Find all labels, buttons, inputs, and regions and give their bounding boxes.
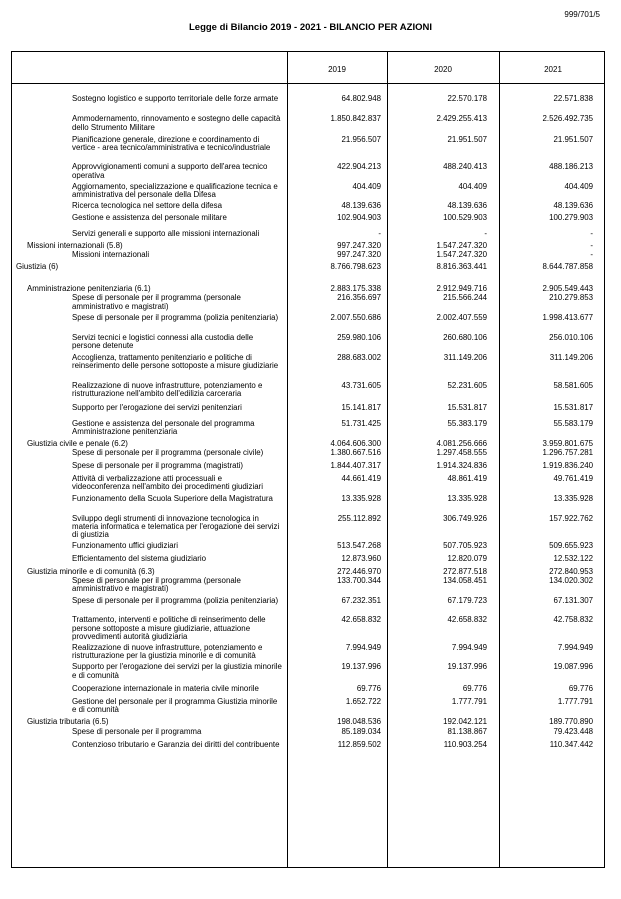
row-value-2019: 112.859.502 <box>337 739 381 749</box>
table-row <box>11 314 603 331</box>
table-row <box>11 728 603 737</box>
row-value-2021: 3.959.801.675 <box>542 439 593 449</box>
row-value-2021: 157.922.762 <box>549 513 593 523</box>
row-value-2019: 198.048.536 <box>337 717 381 727</box>
row-value-2020: 1.297.458.555 <box>436 448 487 458</box>
row-value-2020: - <box>484 228 487 238</box>
row-value-2019: 997.247.320 <box>337 249 381 259</box>
year-header-2020: 2020 <box>434 65 452 74</box>
row-value-2020: 69.776 <box>462 683 487 693</box>
table-row <box>11 597 603 614</box>
table-row <box>11 382 603 399</box>
table-row <box>11 334 603 351</box>
row-value-2021: 19.087.996 <box>553 662 593 672</box>
row-value-2021: 256.010.106 <box>549 333 593 343</box>
row-label: Realizzazione di nuove infrastrutture, potenziamento e ristrutturazione per la giustizia minorile e di comunità <box>72 643 263 661</box>
row-value-2021: - <box>590 240 593 250</box>
row-value-2019: 4.064.606.300 <box>330 439 381 449</box>
table-row <box>11 263 603 272</box>
row-value-2019: - <box>378 228 381 238</box>
row-value-2020: 215.566.244 <box>443 293 487 303</box>
row-value-2019: 2.007.550.686 <box>330 312 381 322</box>
row-value-2020: 4.081.256.666 <box>436 439 487 449</box>
row-value-2021: 1.777.791 <box>557 697 593 707</box>
row-value-2019: 422.904.213 <box>337 162 381 172</box>
row-value-2019: 42.658.832 <box>341 615 381 625</box>
table-row <box>11 354 603 380</box>
row-label: Servizi tecnici e logistici connessi alla custodia delle persone detenute <box>72 333 254 351</box>
row-value-2020: 2.002.407.559 <box>436 312 487 322</box>
row-value-2021: 15.531.817 <box>553 402 593 412</box>
row-value-2019: 43.731.605 <box>341 381 381 391</box>
row-value-2021: 100.279.903 <box>549 213 593 223</box>
row-label: Spese di personale per il programma (magistrati) <box>72 460 244 470</box>
table-row <box>11 202 603 211</box>
table-row <box>11 555 603 564</box>
row-value-2021: - <box>590 249 593 259</box>
row-value-2020: 22.570.178 <box>447 94 487 103</box>
row-value-2021: 311.149.206 <box>549 352 593 362</box>
row-value-2020: 19.137.996 <box>447 662 487 672</box>
row-value-2019: 51.731.425 <box>341 418 381 428</box>
table-row <box>11 449 603 458</box>
row-value-2020: 15.531.817 <box>447 402 487 412</box>
row-value-2020: 67.179.723 <box>447 596 487 606</box>
row-label: Giustizia tributaria (6.5) <box>27 717 109 727</box>
row-label: Ricerca tecnologica nel settore della difesa <box>72 201 223 211</box>
table-row <box>11 475 603 492</box>
table-row <box>11 230 603 239</box>
row-label: Servizi generali e supporto alle missioni internazionali <box>72 228 260 238</box>
row-value-2021: 12.532.122 <box>553 554 593 564</box>
table-row <box>11 741 603 758</box>
row-value-2020: 1.547.247.320 <box>436 240 487 250</box>
row-label: Spese di personale per il programma (personale civile) <box>72 448 264 458</box>
table-row <box>11 163 603 180</box>
row-label: Ammodernamento, rinnovamento e sostegno delle capacità dello Strumento Militare <box>72 114 281 132</box>
row-value-2019: 272.446.970 <box>337 566 381 576</box>
row-value-2021: 189.770.890 <box>549 717 593 727</box>
row-value-2020: 260.680.106 <box>443 333 487 343</box>
row-value-2019: 133.700.344 <box>337 575 381 585</box>
row-label: Gestione e assistenza del personale del programma Amministrazione penitenziaria <box>72 418 255 437</box>
row-value-2020: 21.951.507 <box>447 134 487 144</box>
row-value-2021: 22.571.838 <box>553 94 593 103</box>
table-row <box>11 663 603 680</box>
table-row <box>11 214 603 223</box>
row-value-2021: 8.644.787.858 <box>542 262 593 272</box>
year-header-2019: 2019 <box>328 65 346 74</box>
row-value-2019: 67.232.351 <box>341 596 381 606</box>
row-value-2020: 404.409 <box>458 181 487 191</box>
row-label: Spese di personale per il programma (polizia penitenziaria) <box>72 312 279 322</box>
row-value-2021: 488.186.213 <box>549 162 593 172</box>
row-value-2020: 48.139.636 <box>447 201 487 211</box>
row-value-2019: 1.652.722 <box>345 697 381 707</box>
row-value-2021: 55.583.179 <box>553 418 593 428</box>
row-value-2021: 134.020.302 <box>549 575 593 585</box>
year-header-2021: 2021 <box>544 65 562 74</box>
row-value-2019: 2.883.175.338 <box>330 284 381 294</box>
row-value-2020: 52.231.605 <box>447 381 487 391</box>
table-row <box>11 95 603 112</box>
row-label: Accoglienza, trattamento penitenziario e politiche di reinserimento delle persone sottoposte a misure giudiziarie <box>72 352 279 370</box>
table-row <box>11 183 603 200</box>
row-value-2020: 7.994.949 <box>451 643 487 653</box>
row-value-2020: 311.149.206 <box>443 352 487 362</box>
row-value-2019: 997.247.320 <box>337 240 381 250</box>
row-value-2020: 81.138.867 <box>447 726 487 736</box>
row-label: Contenzioso tributario e Garanzia dei diritti del contribuente <box>72 739 280 749</box>
table-row <box>11 577 603 594</box>
row-value-2020: 134.058.451 <box>443 575 487 585</box>
row-label: Missioni internazionali <box>72 249 150 259</box>
row-value-2020: 8.816.363.441 <box>436 262 487 272</box>
row-label: Gestione del personale per il programma Giustizia minorile e di comunità <box>72 697 278 715</box>
row-label: Spese di personale per il programma (personale amministrativo e magistrati) <box>72 293 241 311</box>
row-value-2020: 1.777.791 <box>451 697 487 707</box>
row-value-2021: 13.335.928 <box>553 494 593 504</box>
row-value-2019: 259.980.106 <box>337 333 381 343</box>
table-row <box>11 644 603 661</box>
row-value-2021: 49.761.419 <box>553 473 593 483</box>
table-row <box>11 420 603 437</box>
row-label: Missioni internazionali (5.8) <box>27 240 123 250</box>
table-row <box>11 685 603 694</box>
page-title: Legge di Bilancio 2019 - 2021 - BILANCIO PER AZIONI <box>188 22 432 33</box>
row-label: Trattamento, interventi e politiche di reinserimento delle persone sottoposte a misure giudiziarie, attuazione provvedimenti autorità giudiziaria <box>72 615 266 641</box>
table-row <box>11 495 603 512</box>
row-value-2021: 21.951.507 <box>553 134 593 144</box>
table-row <box>11 515 603 541</box>
row-label: Sviluppo degli strumenti di innovazione tecnologica in materia informatica e telematica per l'erogazione dei servizi di giustizia <box>72 513 280 539</box>
row-label: Cooperazione internazionale in materia civile minorile <box>72 683 259 693</box>
table-row <box>11 698 603 715</box>
row-value-2019: 102.904.903 <box>337 213 381 223</box>
row-value-2021: 2.526.492.735 <box>542 114 593 124</box>
row-label: Aggiornamento, specializzazione e qualificazione tecnica e amministrativa del personale della Difesa <box>72 181 278 199</box>
row-value-2020: 13.335.928 <box>447 494 487 504</box>
row-value-2019: 1.844.407.317 <box>330 460 381 470</box>
row-value-2020: 110.903.254 <box>443 739 487 749</box>
row-value-2020: 12.820.079 <box>447 554 487 564</box>
table-row <box>11 462 603 471</box>
row-label: Supporto per l'erogazione dei servizi penitenziari <box>72 402 242 412</box>
table-row <box>11 294 603 311</box>
row-label: Efficientamento del sistema giudiziario <box>72 554 207 564</box>
row-value-2021: - <box>590 228 593 238</box>
row-value-2020: 55.383.179 <box>447 418 487 428</box>
row-value-2019: 12.873.960 <box>341 554 381 564</box>
row-value-2021: 110.347.442 <box>549 739 593 749</box>
row-value-2020: 48.861.419 <box>447 473 487 483</box>
row-label: Spese di personale per il programma (personale amministrativo e magistrati) <box>72 575 241 593</box>
row-value-2020: 1.547.247.320 <box>436 249 487 259</box>
row-value-2020: 306.749.926 <box>443 513 487 523</box>
row-value-2021: 67.131.307 <box>553 596 593 606</box>
row-label: Amministrazione penitenziaria (6.1) <box>27 284 151 294</box>
row-value-2020: 507.705.923 <box>443 541 487 551</box>
row-label: Approvvigionamenti comuni a supporto dell'area tecnico operativa <box>72 162 268 180</box>
row-value-2019: 288.683.002 <box>337 352 381 362</box>
row-label: Gestione e assistenza del personale militare <box>72 213 227 223</box>
row-label: Giustizia civile e penale (6.2) <box>27 439 128 449</box>
row-value-2021: 1.296.757.281 <box>542 448 593 458</box>
table-row <box>11 251 603 260</box>
row-value-2021: 69.776 <box>568 683 593 693</box>
row-value-2019: 44.661.419 <box>341 473 381 483</box>
row-value-2019: 255.112.892 <box>337 513 381 523</box>
row-value-2019: 216.356.697 <box>337 293 381 303</box>
table-row <box>11 115 603 132</box>
row-label: Giustizia minorile e di comunità (6.3) <box>27 566 155 576</box>
row-value-2021: 509.655.923 <box>549 541 593 551</box>
row-value-2021: 1.998.413.677 <box>542 312 593 322</box>
row-value-2019: 15.141.817 <box>341 402 381 412</box>
row-value-2019: 69.776 <box>356 683 381 693</box>
row-value-2019: 48.139.636 <box>341 201 381 211</box>
row-label: Realizzazione di nuove infrastrutture, potenziamento e ristrutturazione nell'ambito dell'edilizia carceraria <box>72 381 263 399</box>
row-value-2019: 7.994.949 <box>345 643 381 653</box>
row-value-2020: 488.240.413 <box>443 162 487 172</box>
table-row <box>11 404 603 413</box>
header-divider <box>12 83 604 84</box>
row-value-2019: 8.766.798.623 <box>330 262 381 272</box>
row-label: Supporto per l'erogazione dei servizi per la giustizia minorile e di comunità <box>72 662 282 680</box>
row-value-2019: 1.380.667.516 <box>330 448 381 458</box>
row-label: Pianificazione generale, direzione e coordinamento di vertice - area tecnico/amministrativa e tecnico/industriale <box>72 134 271 152</box>
document-code: 999/701/5 <box>564 10 600 19</box>
row-label: Attività di verbalizzazione atti processuali e videoconferenza nell'ambito dei procedimenti giudiziari <box>72 473 263 491</box>
row-label: Spese di personale per il programma <box>72 726 202 736</box>
row-value-2021: 210.279.853 <box>549 293 593 303</box>
row-value-2019: 19.137.996 <box>341 662 381 672</box>
row-value-2019: 1.850.842.837 <box>330 114 381 124</box>
row-value-2019: 64.802.948 <box>341 94 381 103</box>
row-value-2020: 100.529.903 <box>443 213 487 223</box>
row-value-2021: 2.905.549.443 <box>542 284 593 294</box>
row-value-2020: 192.042.121 <box>443 717 487 727</box>
row-value-2021: 42.758.832 <box>553 615 593 625</box>
row-value-2019: 404.409 <box>352 181 381 191</box>
row-value-2019: 85.189.034 <box>341 726 381 736</box>
row-value-2021: 48.139.636 <box>553 201 593 211</box>
row-label: Sostegno logistico e supporto territoriale delle forze armate <box>72 94 279 103</box>
row-value-2019: 21.956.507 <box>341 134 381 144</box>
row-value-2021: 272.840.953 <box>549 566 593 576</box>
row-value-2020: 1.914.324.836 <box>436 460 487 470</box>
row-value-2019: 13.335.928 <box>341 494 381 504</box>
table-row <box>11 616 603 642</box>
row-value-2020: 272.877.518 <box>443 566 487 576</box>
row-value-2021: 79.423.448 <box>553 726 593 736</box>
row-label: Funzionamento della Scuola Superiore della Magistratura <box>72 494 273 504</box>
row-value-2021: 404.409 <box>564 181 593 191</box>
row-value-2020: 42.658.832 <box>447 615 487 625</box>
row-label: Spese di personale per il programma (polizia penitenziaria) <box>72 596 279 606</box>
row-value-2019: 513.547.268 <box>337 541 381 551</box>
row-value-2021: 58.581.605 <box>553 381 593 391</box>
row-label: Giustizia (6) <box>16 262 59 272</box>
row-value-2020: 2.429.255.413 <box>436 114 487 124</box>
row-label: Funzionamento uffici giudiziari <box>72 541 178 551</box>
budget-rows <box>11 95 603 758</box>
row-value-2021: 1.919.836.240 <box>542 460 593 470</box>
table-row <box>11 542 603 551</box>
row-value-2021: 7.994.949 <box>557 643 593 653</box>
table-row <box>11 136 603 162</box>
row-value-2020: 2.912.949.716 <box>436 284 487 294</box>
